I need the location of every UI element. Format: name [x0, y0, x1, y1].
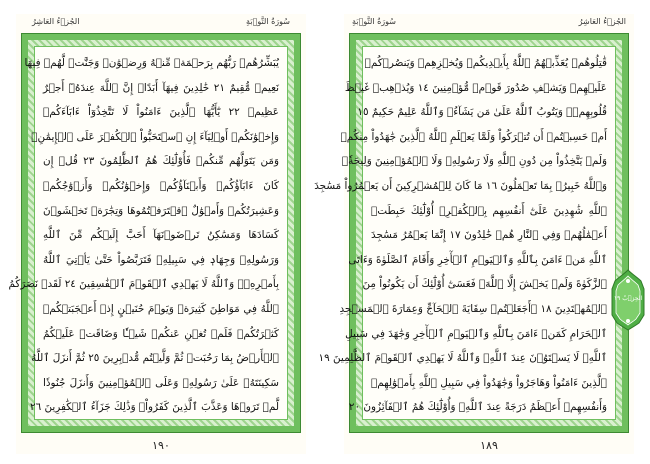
text-area: [8, 46, 288, 420]
page-header: [344, 14, 634, 30]
ornamental-border: [8, 34, 300, 432]
verse-line: وَأَنفُسِهِمۡ أَعۡظَمُ دَرَجَةً عِندَ ٱللَّهِۚ وَأُوْلَٰٓئِكَ هُمُ ٱلۡفَآئِزُونَ ٢٠: [348, 401, 607, 414]
verse-line: قَٰتِلُوهُمۡ يُعَذِّبۡهُمُ ٱللَّهُ بِأَيۡدِيكُمۡ وَيُخۡزِهِمۡ وَيَنصُرۡكُمۡ: [364, 57, 607, 69]
text-area: [314, 46, 616, 420]
verse-line: نَعِيمٞ مُّقِيمٌ ٢١ خَٰلِدِينَ فِيهَآ أَبَدًاۚ إِنَّ ٱللَّهَ عِندَهُۥٓ أَجۡرٌ: [43, 81, 279, 94]
page-number: ١٨٩: [480, 439, 498, 452]
verse-line: ٱللَّهِۚ لَا يَسۡتَوُۥنَ عِندَ ٱللَّهِۗ وَٱللَّهُ لَا يَهۡدِي ٱلۡقَوۡمَ ٱلظَّٰلِمِينَ ١٩: [318, 352, 607, 365]
verse-line: أَعۡمَٰلُهُمۡ وَفِي ٱلنَّارِ هُمۡ خَٰلِدُونَ ١٧ إِنَّمَا يَعۡمُرُ مَسَٰجِدَ: [371, 229, 607, 242]
verse-line: وَٱللَّهُ خَبِيرُۢ بِمَا تَعۡمَلُونَ ١٦ مَا كَانَ لِلۡمُشۡرِكِينَ أَن يَعۡمُرُواْ مَسَٰجِدَ: [314, 179, 607, 192]
verse-line: ٱلزَّكَوٰةَ وَلَمۡ يَخۡشَ إِلَّا ٱللَّهَۖ فَعَسَىٰٓ أُوْلَٰٓئِكَ أَن يَكُونُواْ مِنَ: [362, 278, 607, 291]
page-header: [16, 14, 306, 30]
verse-line: وَعَشِيرَتُكُمۡ وَأَمۡوَٰلٌ ٱقۡتَرَفۡتُمُوهَا وَتِجَٰرَةٞ تَخۡشَوۡنَ: [43, 204, 279, 217]
verse-line: كَثۡرَتُكُمۡ فَلَمۡ تُغۡنِ عَنكُمۡ شَيۡـٔٗا وَضَاقَتۡ عَلَيۡكُمُ: [43, 327, 279, 340]
verse-line: ٱلۡأَرۡضُ بِمَا رَحُبَتۡ ثُمَّ وَلَّيۡتُم مُّدۡبِرِينَ ٢٥ ثُمَّ أَنزَلَ ٱللَّهُ: [31, 352, 279, 365]
verse-line: ٱللَّهِ شَٰهِدِينَ عَلَىٰٓ أَنفُسِهِم بِٱلۡكُفۡرِۚ أُوْلَٰٓئِكَ حَبِطَتۡ: [371, 204, 607, 217]
verse-line: أَمۡ حَسِبۡتُمۡ أَن تُتۡرَكُواْ وَلَمَّا يَعۡلَمِ ٱللَّهُ ٱلَّذِينَ جَٰهَدُواْ مِنكُمۡ: [340, 130, 607, 143]
hizb-label: الحِزۡبُ ١٩: [613, 295, 643, 302]
verse-line: كَسَادَهَا وَمَسَٰكِنُ تَرۡضَوۡنَهَآ أَحَبَّ إِلَيۡكُم مِّنَ ٱللَّهِ: [43, 229, 279, 242]
verse-line: وَإِخۡوَٰنَكُمۡ أَوۡلِيَآءَ إِنِ ٱسۡتَحَبُّواْ ٱلۡكُفۡرَ عَلَى ٱلۡإِيمَٰنِۚ: [31, 130, 279, 143]
verse-line: ٱلَّذِينَ ءَامَنُواْ وَهَاجَرُواْ وَجَٰهَدُواْ فِي سَبِيلِ ٱللَّهِ بِأَمۡوَٰلِهِمۡ: [370, 376, 607, 389]
verse-line: ٱللَّهِ مَنۡ ءَامَنَ بِٱللَّهِ وَٱلۡيَوۡمِ ٱلۡأٓخِرِ وَأَقَامَ ٱلصَّلَوٰةَ وَءَاتَى: [348, 253, 607, 266]
verse-line: وَمَن يَتَوَلَّهُم مِّنكُمۡ فَأُوْلَٰٓئِكَ هُمُ ٱلظَّٰلِمُونَ ٢٣ قُلۡ إِن: [43, 155, 279, 168]
quran-page-189: [314, 14, 634, 454]
verse-line: بِأَمۡرِهِۦۗ وَٱللَّهُ لَا يَهۡدِي ٱلۡقَوۡمَ ٱلۡفَٰسِقِينَ ٢٤ لَقَدۡ نَصَرَكُمُ: [8, 278, 279, 291]
ornamental-border: [314, 34, 628, 432]
verse-line: ٱلۡمُهۡتَدِينَ ١٨ ۞أَجَعَلۡتُمۡ سِقَايَةَ ٱلۡحَآجِّ وَعِمَارَةَ ٱلۡمَسۡجِدِ: [339, 302, 607, 315]
verse-line: ٱللَّهُ فِي مَوَاطِنَ كَثِيرَةٖ وَيَوۡمَ حُنَيۡنٍ إِذۡ أَعۡجَبَتۡكُمۡ: [43, 302, 279, 315]
page-number: ١٩٠: [152, 439, 170, 452]
verse-line: ٱلۡحَرَامِ كَمَنۡ ءَامَنَ بِٱللَّهِ وَٱلۡيَوۡمِ ٱلۡأٓخِرِ وَجَٰهَدَ فِي سَبِيلِ: [345, 327, 607, 340]
verse-line: لَّمۡ تَرَوۡهَا وَعَذَّبَ ٱلَّذِينَ كَفَرُواْۚ وَذَٰلِكَ جَزَآءُ ٱلۡكَٰفِرِينَ ٢٦: [30, 401, 279, 414]
verse-line: عَظِيمٞ ٢٢ يَٰٓأَيُّهَا ٱلَّذِينَ ءَامَنُواْ لَا تَتَّخِذُوٓاْ ءَابَآءَكُمۡ: [43, 106, 279, 119]
surah-name: سُورَةُ التَّوۡبَةِ: [352, 17, 396, 26]
verse-line: وَرَسُولِهِۦ وَجِهَادٖ فِي سَبِيلِهِۦ فَتَرَبَّصُواْ حَتَّىٰ يَأۡتِيَ ٱللَّهُ: [43, 253, 279, 266]
verse-line: يُبَشِّرُهُمۡ رَبُّهُم بِرَحۡمَةٖ مِّنۡهُ وَرِضۡوَٰنٖ وَجَنَّٰتٖ لَّهُمۡ فِيهَا: [24, 57, 279, 69]
verse-line: كَانَ ءَابَآؤُكُمۡ وَأَبۡنَآؤُكُمۡ وَإِخۡوَٰنُكُمۡ وَأَزۡوَٰجُكُمۡ: [43, 179, 279, 192]
verse-line: عَلَيۡهِمۡ وَيَشۡفِ صُدُورَ قَوۡمٖ مُّؤۡمِنِينَ ١٤ وَيُذۡهِبۡ غَيۡظَ: [344, 81, 607, 94]
surah-name: سُورَةُ التَّوۡبَةِ: [246, 17, 290, 26]
verse-line: سَكِينَتَهُۥ عَلَىٰ رَسُولِهِۦ وَعَلَى ٱلۡمُؤۡمِنِينَ وَأَنزَلَ جُنُودٗا: [43, 376, 279, 389]
verse-line: قُلُوبِهِمۡۗ وَيَتُوبُ ٱللَّهُ عَلَىٰ مَن يَشَآءُۗ وَٱللَّهُ عَلِيمٌ حَكِيمٌ ١٥: [357, 106, 607, 119]
verse-line: وَلَمۡ يَتَّخِذُواْ مِن دُونِ ٱللَّهِ وَلَا رَسُولِهِۦ وَلَا ٱلۡمُؤۡمِنِينَ وَلِيجَةٗۚ: [341, 155, 607, 168]
juz-name: الجُزۡءُ العَاشِرُ: [32, 17, 80, 26]
quran-page-190: [8, 14, 306, 454]
hizb-marker: [611, 269, 645, 331]
juz-name: الجُزۡءُ العَاشِرُ: [578, 17, 626, 26]
